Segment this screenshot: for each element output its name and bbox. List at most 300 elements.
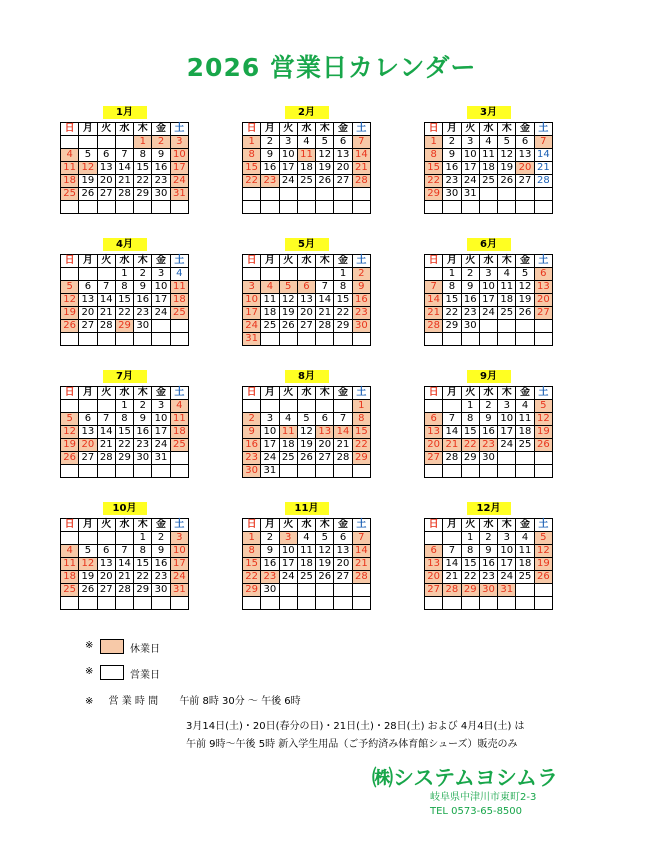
business-label: 営業日 — [130, 670, 160, 681]
weekday-header-row — [243, 123, 371, 136]
day-cell: 4 — [297, 136, 315, 149]
week-row — [243, 320, 371, 333]
day-cell: 15 — [352, 426, 370, 439]
week-row — [61, 545, 189, 558]
day-cell: 9 — [243, 426, 261, 439]
month-table — [242, 518, 371, 610]
week-row — [425, 149, 553, 162]
day-cell: 24 — [170, 175, 188, 188]
empty-cell — [425, 333, 443, 346]
empty-cell — [498, 201, 516, 214]
day-cell: 22 — [134, 175, 152, 188]
weekday-header: 金 — [152, 123, 170, 136]
week-row — [61, 426, 189, 439]
empty-cell — [297, 584, 315, 597]
day-cell: 3 — [279, 532, 297, 545]
empty-cell — [425, 532, 443, 545]
weekday-header: 水 — [297, 387, 315, 400]
weekday-header: 日 — [61, 387, 79, 400]
day-cell: 20 — [425, 439, 443, 452]
day-cell: 20 — [297, 307, 315, 320]
day-cell: 16 — [261, 558, 279, 571]
week-row — [243, 558, 371, 571]
empty-cell — [516, 201, 534, 214]
month-calendar — [242, 238, 371, 346]
empty-cell — [425, 201, 443, 214]
weekday-header: 木 — [134, 255, 152, 268]
day-cell: 4 — [297, 532, 315, 545]
day-cell: 6 — [316, 413, 334, 426]
empty-cell — [316, 465, 334, 478]
day-cell: 16 — [152, 558, 170, 571]
week-row — [243, 465, 371, 478]
note-line-1: 3月14日(土)・20日(春分の日)・21日(土)・28日(土) および 4月4日(土) は — [186, 721, 525, 732]
empty-cell — [170, 320, 188, 333]
empty-cell — [534, 320, 552, 333]
legend-mark: ※ — [85, 666, 94, 677]
day-cell: 18 — [516, 558, 534, 571]
day-cell: 14 — [334, 426, 352, 439]
day-cell: 11 — [297, 545, 315, 558]
day-cell: 26 — [498, 175, 516, 188]
weekday-header: 金 — [516, 387, 534, 400]
day-cell: 27 — [316, 452, 334, 465]
week-row — [425, 175, 553, 188]
day-cell: 9 — [479, 413, 497, 426]
week-row — [425, 452, 553, 465]
weekday-header: 日 — [425, 387, 443, 400]
day-cell: 29 — [134, 584, 152, 597]
day-cell: 2 — [261, 136, 279, 149]
day-cell: 8 — [115, 413, 133, 426]
day-cell: 21 — [115, 175, 133, 188]
weekday-header-row — [425, 123, 553, 136]
day-cell: 21 — [443, 571, 461, 584]
weekday-header: 月 — [261, 519, 279, 532]
week-row — [243, 268, 371, 281]
day-cell: 2 — [152, 136, 170, 149]
empty-cell — [170, 465, 188, 478]
day-cell: 17 — [243, 307, 261, 320]
day-cell: 19 — [279, 307, 297, 320]
empty-cell — [79, 532, 97, 545]
weekday-header-row — [425, 255, 553, 268]
day-cell: 17 — [498, 558, 516, 571]
day-cell: 8 — [352, 413, 370, 426]
day-cell: 24 — [170, 571, 188, 584]
weekday-header: 日 — [61, 123, 79, 136]
empty-cell — [61, 465, 79, 478]
day-cell: 27 — [334, 571, 352, 584]
day-cell: 23 — [243, 452, 261, 465]
week-row — [61, 268, 189, 281]
day-cell: 12 — [297, 426, 315, 439]
week-row — [243, 149, 371, 162]
empty-cell — [61, 333, 79, 346]
empty-cell — [534, 465, 552, 478]
weekday-header: 金 — [334, 255, 352, 268]
day-cell: 22 — [243, 571, 261, 584]
week-row — [243, 545, 371, 558]
week-row — [61, 188, 189, 201]
day-cell: 2 — [261, 532, 279, 545]
day-cell: 27 — [97, 188, 115, 201]
week-row — [61, 465, 189, 478]
empty-cell — [261, 400, 279, 413]
day-cell: 5 — [498, 136, 516, 149]
day-cell: 19 — [534, 426, 552, 439]
day-cell: 21 — [443, 439, 461, 452]
empty-cell — [134, 597, 152, 610]
weekday-header: 水 — [479, 519, 497, 532]
day-cell: 9 — [443, 149, 461, 162]
day-cell: 16 — [261, 162, 279, 175]
weekday-header: 火 — [97, 519, 115, 532]
day-cell: 12 — [79, 162, 97, 175]
week-row — [243, 188, 371, 201]
weekday-header: 月 — [79, 519, 97, 532]
week-row — [425, 584, 553, 597]
empty-cell — [516, 584, 534, 597]
empty-cell — [279, 400, 297, 413]
company-tel: TEL 0573-65-8500 — [430, 806, 523, 817]
day-cell: 1 — [425, 136, 443, 149]
day-cell: 24 — [479, 307, 497, 320]
week-row — [61, 439, 189, 452]
day-cell: 2 — [461, 268, 479, 281]
day-cell: 6 — [97, 545, 115, 558]
day-cell: 20 — [334, 558, 352, 571]
weekday-header: 火 — [461, 255, 479, 268]
day-cell: 7 — [115, 545, 133, 558]
day-cell: 29 — [134, 188, 152, 201]
day-cell: 28 — [334, 452, 352, 465]
day-cell: 24 — [243, 320, 261, 333]
holiday-label: 休業日 — [130, 644, 160, 655]
empty-cell — [443, 201, 461, 214]
day-cell: 21 — [425, 307, 443, 320]
day-cell: 15 — [443, 294, 461, 307]
day-cell: 19 — [316, 162, 334, 175]
day-cell: 1 — [134, 136, 152, 149]
empty-cell — [479, 320, 497, 333]
week-row — [61, 571, 189, 584]
day-cell: 17 — [279, 558, 297, 571]
empty-cell — [97, 597, 115, 610]
day-cell: 14 — [534, 149, 552, 162]
empty-cell — [261, 188, 279, 201]
empty-cell — [534, 188, 552, 201]
weekday-header: 土 — [170, 519, 188, 532]
day-cell: 18 — [279, 439, 297, 452]
day-cell: 7 — [443, 413, 461, 426]
day-cell: 26 — [61, 452, 79, 465]
empty-cell — [152, 597, 170, 610]
day-cell: 17 — [479, 294, 497, 307]
empty-cell — [534, 333, 552, 346]
day-cell: 1 — [461, 532, 479, 545]
day-cell: 12 — [516, 281, 534, 294]
month-label: 5月 — [285, 238, 329, 251]
weekday-header: 木 — [498, 519, 516, 532]
day-cell: 24 — [498, 571, 516, 584]
empty-cell — [498, 320, 516, 333]
weekday-header: 火 — [279, 123, 297, 136]
day-cell: 3 — [261, 413, 279, 426]
day-cell: 16 — [479, 558, 497, 571]
day-cell: 28 — [115, 188, 133, 201]
day-cell: 15 — [134, 162, 152, 175]
week-row — [425, 188, 553, 201]
day-cell: 24 — [152, 307, 170, 320]
empty-cell — [443, 465, 461, 478]
empty-cell — [334, 597, 352, 610]
empty-cell — [498, 465, 516, 478]
weekday-header: 木 — [134, 387, 152, 400]
weekday-header: 土 — [352, 519, 370, 532]
day-cell: 27 — [297, 320, 315, 333]
day-cell: 1 — [461, 400, 479, 413]
day-cell: 6 — [297, 281, 315, 294]
day-cell: 25 — [516, 439, 534, 452]
week-row — [425, 545, 553, 558]
weekday-header: 土 — [352, 123, 370, 136]
day-cell: 19 — [534, 558, 552, 571]
day-cell: 20 — [534, 294, 552, 307]
day-cell: 4 — [170, 268, 188, 281]
weekday-header-row — [61, 255, 189, 268]
week-row — [425, 201, 553, 214]
empty-cell — [97, 201, 115, 214]
day-cell: 29 — [461, 584, 479, 597]
weekday-header: 金 — [334, 519, 352, 532]
day-cell: 8 — [243, 149, 261, 162]
day-cell: 20 — [316, 439, 334, 452]
day-cell: 7 — [334, 413, 352, 426]
day-cell: 17 — [461, 162, 479, 175]
day-cell: 30 — [479, 584, 497, 597]
empty-cell — [115, 136, 133, 149]
month-calendar — [60, 238, 189, 346]
day-cell: 2 — [134, 268, 152, 281]
weekday-header: 金 — [152, 255, 170, 268]
weekday-header: 月 — [79, 255, 97, 268]
business-hours — [85, 692, 301, 707]
day-cell: 5 — [61, 413, 79, 426]
day-cell: 24 — [261, 452, 279, 465]
week-row — [61, 294, 189, 307]
day-cell: 29 — [461, 452, 479, 465]
day-cell: 10 — [279, 149, 297, 162]
day-cell: 25 — [170, 439, 188, 452]
day-cell: 11 — [170, 281, 188, 294]
week-row — [425, 439, 553, 452]
weekday-header: 土 — [534, 387, 552, 400]
day-cell: 7 — [352, 532, 370, 545]
day-cell: 14 — [97, 426, 115, 439]
day-cell: 14 — [425, 294, 443, 307]
empty-cell — [316, 188, 334, 201]
week-row — [243, 162, 371, 175]
day-cell: 18 — [170, 426, 188, 439]
empty-cell — [479, 597, 497, 610]
day-cell: 13 — [334, 149, 352, 162]
empty-cell — [97, 268, 115, 281]
day-cell: 31 — [170, 584, 188, 597]
day-cell: 29 — [243, 584, 261, 597]
day-cell: 21 — [534, 162, 552, 175]
weekday-header: 木 — [498, 387, 516, 400]
day-cell: 18 — [297, 162, 315, 175]
empty-cell — [97, 465, 115, 478]
weekday-header: 水 — [479, 123, 497, 136]
empty-cell — [170, 597, 188, 610]
empty-cell — [534, 201, 552, 214]
day-cell: 30 — [134, 320, 152, 333]
business-swatch — [100, 665, 124, 680]
day-cell: 30 — [243, 465, 261, 478]
weekday-header: 木 — [498, 255, 516, 268]
empty-cell — [334, 400, 352, 413]
week-row — [243, 400, 371, 413]
empty-cell — [443, 597, 461, 610]
day-cell: 15 — [243, 558, 261, 571]
day-cell: 11 — [498, 281, 516, 294]
week-row — [425, 320, 553, 333]
day-cell: 30 — [443, 188, 461, 201]
day-cell: 10 — [243, 294, 261, 307]
day-cell: 28 — [352, 571, 370, 584]
week-row — [243, 294, 371, 307]
day-cell: 31 — [498, 584, 516, 597]
day-cell: 16 — [134, 294, 152, 307]
week-row — [61, 307, 189, 320]
weekday-header: 火 — [279, 387, 297, 400]
day-cell: 11 — [61, 162, 79, 175]
empty-cell — [534, 584, 552, 597]
weekday-header: 水 — [115, 387, 133, 400]
empty-cell — [425, 400, 443, 413]
week-row — [61, 320, 189, 333]
weekday-header-row — [425, 387, 553, 400]
day-cell: 9 — [352, 281, 370, 294]
empty-cell — [79, 268, 97, 281]
week-row — [425, 333, 553, 346]
empty-cell — [97, 400, 115, 413]
month-table — [424, 254, 553, 346]
day-cell: 25 — [479, 175, 497, 188]
day-cell: 14 — [443, 426, 461, 439]
weekday-header-row — [61, 519, 189, 532]
day-cell: 25 — [297, 175, 315, 188]
day-cell: 23 — [261, 175, 279, 188]
week-row — [61, 201, 189, 214]
weekday-header: 月 — [443, 255, 461, 268]
day-cell: 12 — [534, 545, 552, 558]
weekday-header: 火 — [461, 123, 479, 136]
week-row — [243, 439, 371, 452]
day-cell: 7 — [97, 413, 115, 426]
weekday-header: 火 — [97, 255, 115, 268]
week-row — [425, 281, 553, 294]
day-cell: 25 — [61, 584, 79, 597]
day-cell: 21 — [115, 571, 133, 584]
day-cell: 5 — [316, 532, 334, 545]
weekday-header-row — [243, 387, 371, 400]
empty-cell — [97, 333, 115, 346]
day-cell: 11 — [170, 413, 188, 426]
empty-cell — [279, 465, 297, 478]
day-cell: 31 — [152, 452, 170, 465]
empty-cell — [443, 532, 461, 545]
empty-cell — [279, 201, 297, 214]
empty-cell — [334, 465, 352, 478]
day-cell: 3 — [243, 281, 261, 294]
empty-cell — [79, 597, 97, 610]
day-cell: 17 — [170, 558, 188, 571]
day-cell: 4 — [279, 413, 297, 426]
day-cell: 14 — [352, 149, 370, 162]
empty-cell — [134, 201, 152, 214]
weekday-header: 月 — [261, 387, 279, 400]
day-cell: 15 — [334, 294, 352, 307]
day-cell: 12 — [61, 426, 79, 439]
day-cell: 10 — [479, 281, 497, 294]
day-cell: 4 — [261, 281, 279, 294]
weekday-header: 土 — [352, 255, 370, 268]
day-cell: 28 — [443, 584, 461, 597]
day-cell: 24 — [461, 175, 479, 188]
empty-cell — [79, 136, 97, 149]
weekday-header: 土 — [534, 123, 552, 136]
day-cell: 20 — [516, 162, 534, 175]
empty-cell — [243, 188, 261, 201]
day-cell: 5 — [79, 545, 97, 558]
weekday-header: 金 — [516, 255, 534, 268]
empty-cell — [61, 201, 79, 214]
empty-cell — [297, 201, 315, 214]
day-cell: 25 — [297, 571, 315, 584]
weekday-header: 水 — [297, 123, 315, 136]
empty-cell — [498, 333, 516, 346]
day-cell: 14 — [443, 558, 461, 571]
weekday-header: 月 — [443, 519, 461, 532]
week-row — [425, 426, 553, 439]
weekday-header: 月 — [79, 387, 97, 400]
week-row — [243, 426, 371, 439]
month-calendar — [60, 370, 189, 478]
day-cell: 20 — [97, 175, 115, 188]
day-cell: 2 — [243, 413, 261, 426]
day-cell: 26 — [534, 571, 552, 584]
day-cell: 19 — [79, 175, 97, 188]
weekday-header: 水 — [297, 255, 315, 268]
empty-cell — [316, 268, 334, 281]
empty-cell — [243, 201, 261, 214]
week-row — [243, 201, 371, 214]
day-cell: 5 — [279, 281, 297, 294]
month-label: 10月 — [103, 502, 147, 515]
month-table — [60, 518, 189, 610]
week-row — [425, 294, 553, 307]
day-cell: 19 — [297, 439, 315, 452]
month-table — [242, 122, 371, 214]
weekday-header: 木 — [134, 519, 152, 532]
day-cell: 29 — [352, 452, 370, 465]
empty-cell — [152, 465, 170, 478]
day-cell: 21 — [97, 307, 115, 320]
week-row — [425, 400, 553, 413]
